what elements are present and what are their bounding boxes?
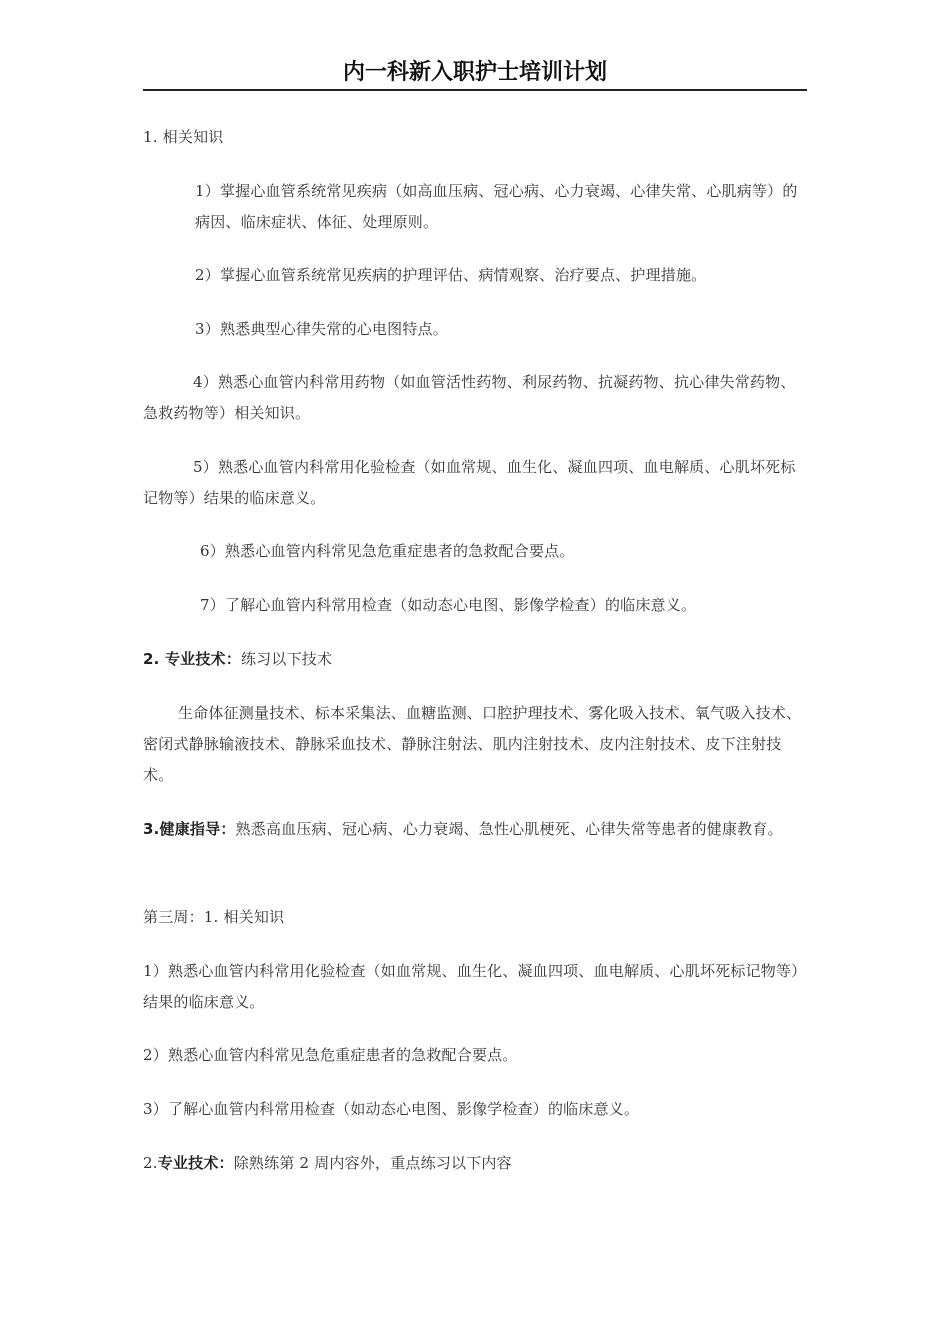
title-underline <box>143 89 807 91</box>
health-label: 3.健康指导： <box>143 820 236 838</box>
knowledge-item-5: 5）熟悉心血管内科常用化验检查（如血常规、血生化、凝血四项、血电解质、心肌坏死标记物等）结果的临床意义。 <box>143 458 796 507</box>
knowledge-item-4: 4）熟悉心血管内科常用药物（如血管活性药物、利尿药物、抗凝药物、抗心律失常药物、急救药物等）相关知识。 <box>143 373 796 422</box>
week3-item-2: 2）熟悉心血管内科常见急危重症患者的急救配合要点。 <box>143 1046 518 1064</box>
week3-skills <box>143 1148 807 1179</box>
knowledge-item-7: 7）了解心血管内科常用检查（如动态心电图、影像学检查）的临床意义。 <box>200 596 697 614</box>
week3-skills-num: 2. <box>143 1154 158 1172</box>
week3-heading: 第三周：1. 相关知识 <box>143 908 285 926</box>
section-heading-knowledge: 1. 相关知识 <box>143 128 224 146</box>
skills-text: 练习以下技术 <box>240 650 333 668</box>
page-title: 内一科新入职护士培训计划 <box>342 60 607 85</box>
health-text: 熟悉高血压病、冠心病、心力衰竭、急性心肌梗死、心律失常等患者的健康教育。 <box>235 820 783 838</box>
knowledge-item-3: 3）熟悉典型心律失常的心电图特点。 <box>195 320 448 338</box>
section-heading-skills <box>143 644 807 675</box>
week3-skills-text: 除熟练第 2 周内容外，重点练习以下内容 <box>233 1154 512 1172</box>
section-health-guidance <box>143 814 807 845</box>
knowledge-item-6: 6）熟悉心血管内科常见急危重症患者的急救配合要点。 <box>200 542 575 560</box>
week3-item-3: 3）了解心血管内科常用检查（如动态心电图、影像学检查）的临床意义。 <box>143 1100 640 1118</box>
skills-list: 生命体征测量技术、标本采集法、血糖监测、口腔护理技术、雾化吸入技术、氧气吸入技术、密闭式静脉输液技术、静脉采血技术、静脉注射法、肌内注射技术、皮内注射技术、皮下注射技术。 <box>143 704 802 784</box>
week3-item-1: 1）熟悉心血管内科常用化验检查（如血常规、血生化、凝血四项、血电解质、心肌坏死标记物等）结果的临床意义。 <box>143 962 807 1011</box>
skills-label: 2. 专业技术： <box>143 650 241 668</box>
week3-skills-label: 专业技术： <box>157 1154 234 1172</box>
knowledge-item-1: 1）掌握心血管系统常见疾病（如高血压病、冠心病、心力衰竭、心律失常、心肌病等）的病因、临床症状、体征、处理原则。 <box>195 182 798 231</box>
knowledge-item-2: 2）掌握心血管系统常见疾病的护理评估、病情观察、治疗要点、护理措施。 <box>195 266 707 284</box>
